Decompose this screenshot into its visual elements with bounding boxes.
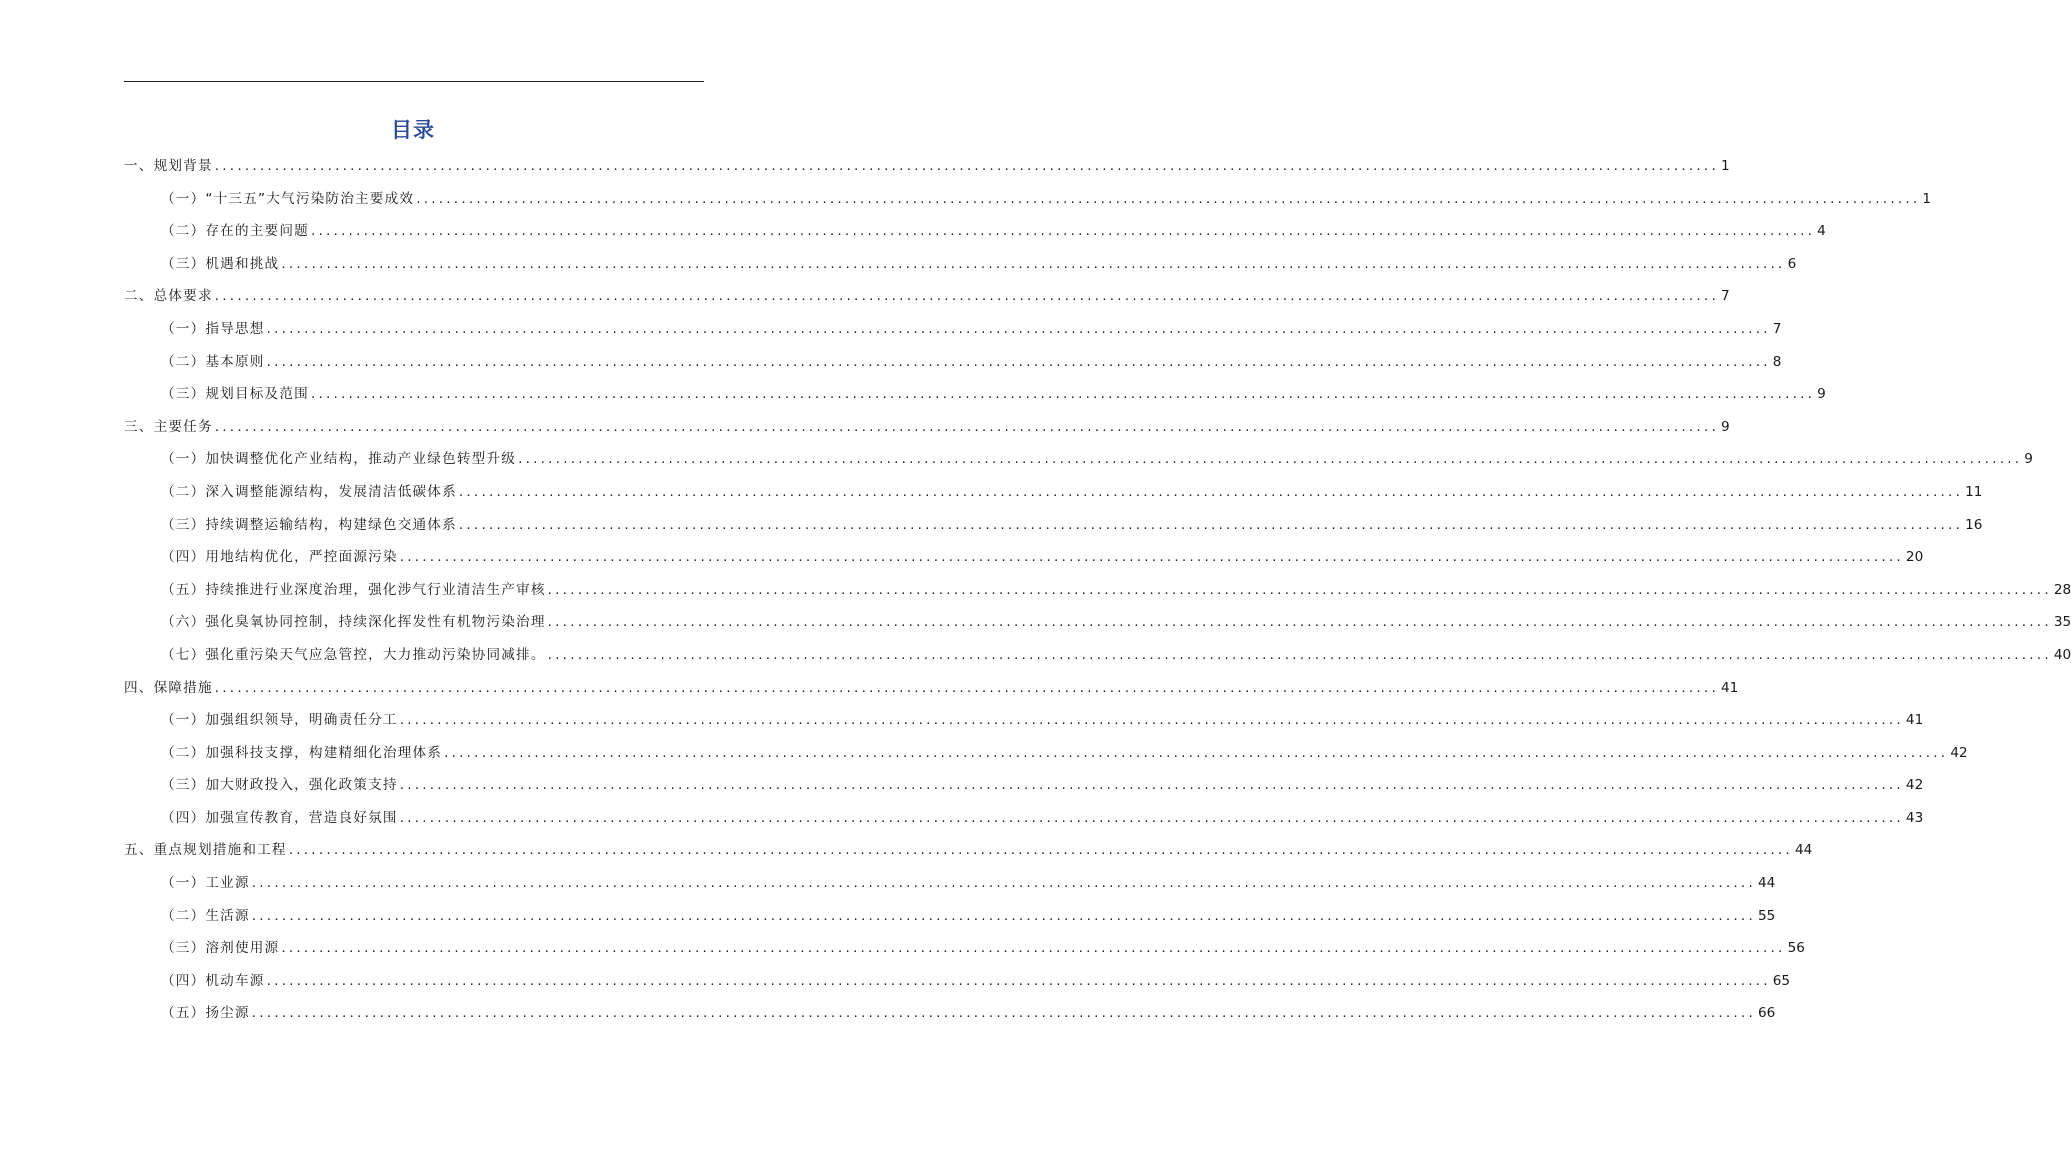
toc-entry-text: （二）生活源 <box>161 907 250 924</box>
toc-page-number: 1 <box>1720 158 1730 174</box>
toc-subsection-entry[interactable] <box>124 378 1826 411</box>
header-rule <box>124 81 704 82</box>
toc-subsection-entry[interactable] <box>124 737 1968 770</box>
toc-page-number: 66 <box>1757 1005 1776 1022</box>
toc-subsection-entry[interactable] <box>124 965 1791 998</box>
toc-dot-leader: ........................................................................................................................................................................................................ <box>281 255 1786 272</box>
toc-entry-text: （一）加快调整优化产业结构，推动产业绿色转型升级 <box>161 451 517 468</box>
toc-entry-text: 四、保障措施 <box>124 679 213 696</box>
toc-title: 目录 <box>391 118 435 142</box>
toc-section-entry[interactable] <box>124 280 1730 313</box>
toc-subsection-entry[interactable] <box>124 509 1983 542</box>
toc-dot-leader: ........................................................................................................................................................................................................ <box>518 451 2023 468</box>
toc-dot-leader: ........................................................................................................................................................................................................ <box>251 875 1756 892</box>
toc-subsection-entry[interactable] <box>124 215 1826 248</box>
toc-page-number: 44 <box>1794 842 1813 859</box>
toc-subsection-entry[interactable] <box>124 313 1782 346</box>
toc-entry-text: （一）指导思想 <box>161 320 265 337</box>
toc-page-number: 6 <box>1787 255 1797 272</box>
toc-page-number: 7 <box>1772 320 1782 337</box>
table-of-contents <box>124 150 2071 1030</box>
toc-dot-leader: ........................................................................................................................................................................................................ <box>251 1005 1756 1022</box>
toc-subsection-entry[interactable] <box>124 704 1924 737</box>
toc-subsection-entry[interactable] <box>124 932 1805 965</box>
toc-page-number: 8 <box>1772 353 1782 370</box>
toc-dot-leader: ........................................................................................................................................................................................................ <box>399 549 1904 566</box>
toc-page-number: 41 <box>1720 679 1739 696</box>
toc-page-number: 9 <box>2024 451 2033 468</box>
toc-dot-leader: ........................................................................................................................................................................................................ <box>416 190 1921 207</box>
toc-subsection-entry[interactable] <box>124 769 1924 802</box>
toc-entry-text: （二）深入调整能源结构，发展清洁低碳体系 <box>161 483 457 500</box>
toc-dot-leader: ........................................................................................................................................................................................................ <box>266 320 1771 337</box>
toc-page-number: 20 <box>1905 549 1924 566</box>
toc-entry-text: （七）强化重污染天气应急管控，大力推动污染协同减排。 <box>161 646 546 663</box>
toc-page-number: 11 <box>1965 483 1983 500</box>
toc-subsection-entry[interactable] <box>124 541 1924 574</box>
toc-subsection-entry[interactable] <box>124 443 2033 476</box>
toc-page-number: 16 <box>1965 516 1983 533</box>
toc-page-number: 55 <box>1757 907 1776 924</box>
toc-dot-leader: ........................................................................................................................................................................................................ <box>281 940 1786 957</box>
toc-subsection-entry[interactable] <box>124 606 2071 639</box>
toc-dot-leader: ........................................................................................................................................................................................................ <box>399 777 1904 794</box>
toc-page-number: 35 <box>2053 614 2071 631</box>
toc-entry-text: 二、总体要求 <box>124 288 213 305</box>
toc-page-number: 42 <box>1905 777 1924 794</box>
toc-entry-text: 五、重点规划措施和工程 <box>124 842 287 859</box>
toc-entry-text: （三）机遇和挑战 <box>161 255 280 272</box>
toc-section-entry[interactable] <box>124 150 1730 183</box>
toc-subsection-entry[interactable] <box>124 476 1983 509</box>
toc-page-number: 28 <box>2053 581 2071 598</box>
toc-entry-text: （三）加大财政投入，强化政策支持 <box>161 777 398 794</box>
toc-page-number: 65 <box>1772 972 1791 989</box>
toc-dot-leader: ........................................................................................................................................................................................................ <box>214 288 1719 305</box>
toc-page-number: 9 <box>1817 386 1826 403</box>
toc-subsection-entry[interactable] <box>124 183 1932 216</box>
toc-entry-text: （三）规划目标及范围 <box>161 386 309 403</box>
toc-entry-text: （二）基本原则 <box>161 353 265 370</box>
toc-dot-leader: ........................................................................................................................................................................................................ <box>310 223 1816 240</box>
toc-page-number: 7 <box>1720 288 1730 305</box>
toc-dot-leader: ........................................................................................................................................................................................................ <box>266 972 1771 989</box>
toc-page-number: 1 <box>1922 190 1932 207</box>
toc-dot-leader: ........................................................................................................................................................................................................ <box>547 646 2052 663</box>
toc-dot-leader: ........................................................................................................................................................................................................ <box>310 386 1816 403</box>
toc-dot-leader: ........................................................................................................................................................................................................ <box>547 614 2052 631</box>
toc-entry-text: 一、规划背景 <box>124 158 213 174</box>
toc-dot-leader: ........................................................................................................................................................................................................ <box>444 744 1949 761</box>
toc-section-entry[interactable] <box>124 411 1730 444</box>
toc-subsection-entry[interactable] <box>124 802 1924 835</box>
toc-entry-text: （一）加强组织领导，明确责任分工 <box>161 712 398 729</box>
toc-entry-text: （五）扬尘源 <box>161 1005 250 1022</box>
toc-page-number: 9 <box>1720 418 1730 435</box>
toc-entry-text: （三）持续调整运输结构，构建绿色交通体系 <box>161 516 457 533</box>
toc-entry-text: （四）机动车源 <box>161 972 265 989</box>
toc-page-number: 56 <box>1787 940 1805 957</box>
toc-entry-text: （二）加强科技支撑，构建精细化治理体系 <box>161 744 443 761</box>
toc-dot-leader: ........................................................................................................................................................................................................ <box>214 158 1719 174</box>
toc-section-entry[interactable] <box>124 834 1813 867</box>
toc-subsection-entry[interactable] <box>124 574 2071 607</box>
toc-entry-text: （三）溶剂使用源 <box>161 940 280 957</box>
toc-subsection-entry[interactable] <box>124 997 1776 1030</box>
toc-subsection-entry[interactable] <box>124 248 1797 281</box>
toc-section-entry[interactable] <box>124 672 1739 705</box>
toc-dot-leader: ........................................................................................................................................................................................................ <box>458 516 1964 533</box>
toc-dot-leader: ........................................................................................................................................................................................................ <box>458 483 1964 500</box>
toc-page-number: 40 <box>2053 646 2071 663</box>
toc-dot-leader: ........................................................................................................................................................................................................ <box>399 809 1904 826</box>
toc-page-number: 4 <box>1817 223 1826 240</box>
toc-dot-leader: ........................................................................................................................................................................................................ <box>214 679 1719 696</box>
toc-dot-leader: ........................................................................................................................................................................................................ <box>214 418 1719 435</box>
toc-page-number: 41 <box>1905 712 1924 729</box>
toc-entry-text: （五）持续推进行业深度治理，强化涉气行业清洁生产审核 <box>161 581 546 598</box>
toc-entry-text: （六）强化臭氧协同控制，持续深化挥发性有机物污染治理 <box>161 614 546 631</box>
toc-subsection-entry[interactable] <box>124 900 1776 933</box>
toc-dot-leader: ........................................................................................................................................................................................................ <box>251 907 1756 924</box>
toc-dot-leader: ........................................................................................................................................................................................................ <box>288 842 1793 859</box>
toc-page-number: 42 <box>1950 744 1968 761</box>
toc-entry-text: 三、主要任务 <box>124 418 213 435</box>
toc-dot-leader: ........................................................................................................................................................................................................ <box>547 581 2052 598</box>
toc-entry-text: （一）“十三五”大气污染防治主要成效 <box>161 190 415 207</box>
toc-subsection-entry[interactable] <box>124 346 1782 379</box>
toc-entry-text: （一）工业源 <box>161 875 250 892</box>
toc-subsection-entry[interactable] <box>124 639 2071 672</box>
toc-subsection-entry[interactable] <box>124 867 1776 900</box>
toc-entry-text: （四）用地结构优化，严控面源污染 <box>161 549 398 566</box>
toc-dot-leader: ........................................................................................................................................................................................................ <box>399 712 1904 729</box>
toc-page-number: 43 <box>1905 809 1924 826</box>
toc-entry-text: （二）存在的主要问题 <box>161 223 309 240</box>
toc-entry-text: （四）加强宣传教育，营造良好氛围 <box>161 809 398 826</box>
toc-page-number: 44 <box>1757 875 1776 892</box>
toc-dot-leader: ........................................................................................................................................................................................................ <box>266 353 1771 370</box>
